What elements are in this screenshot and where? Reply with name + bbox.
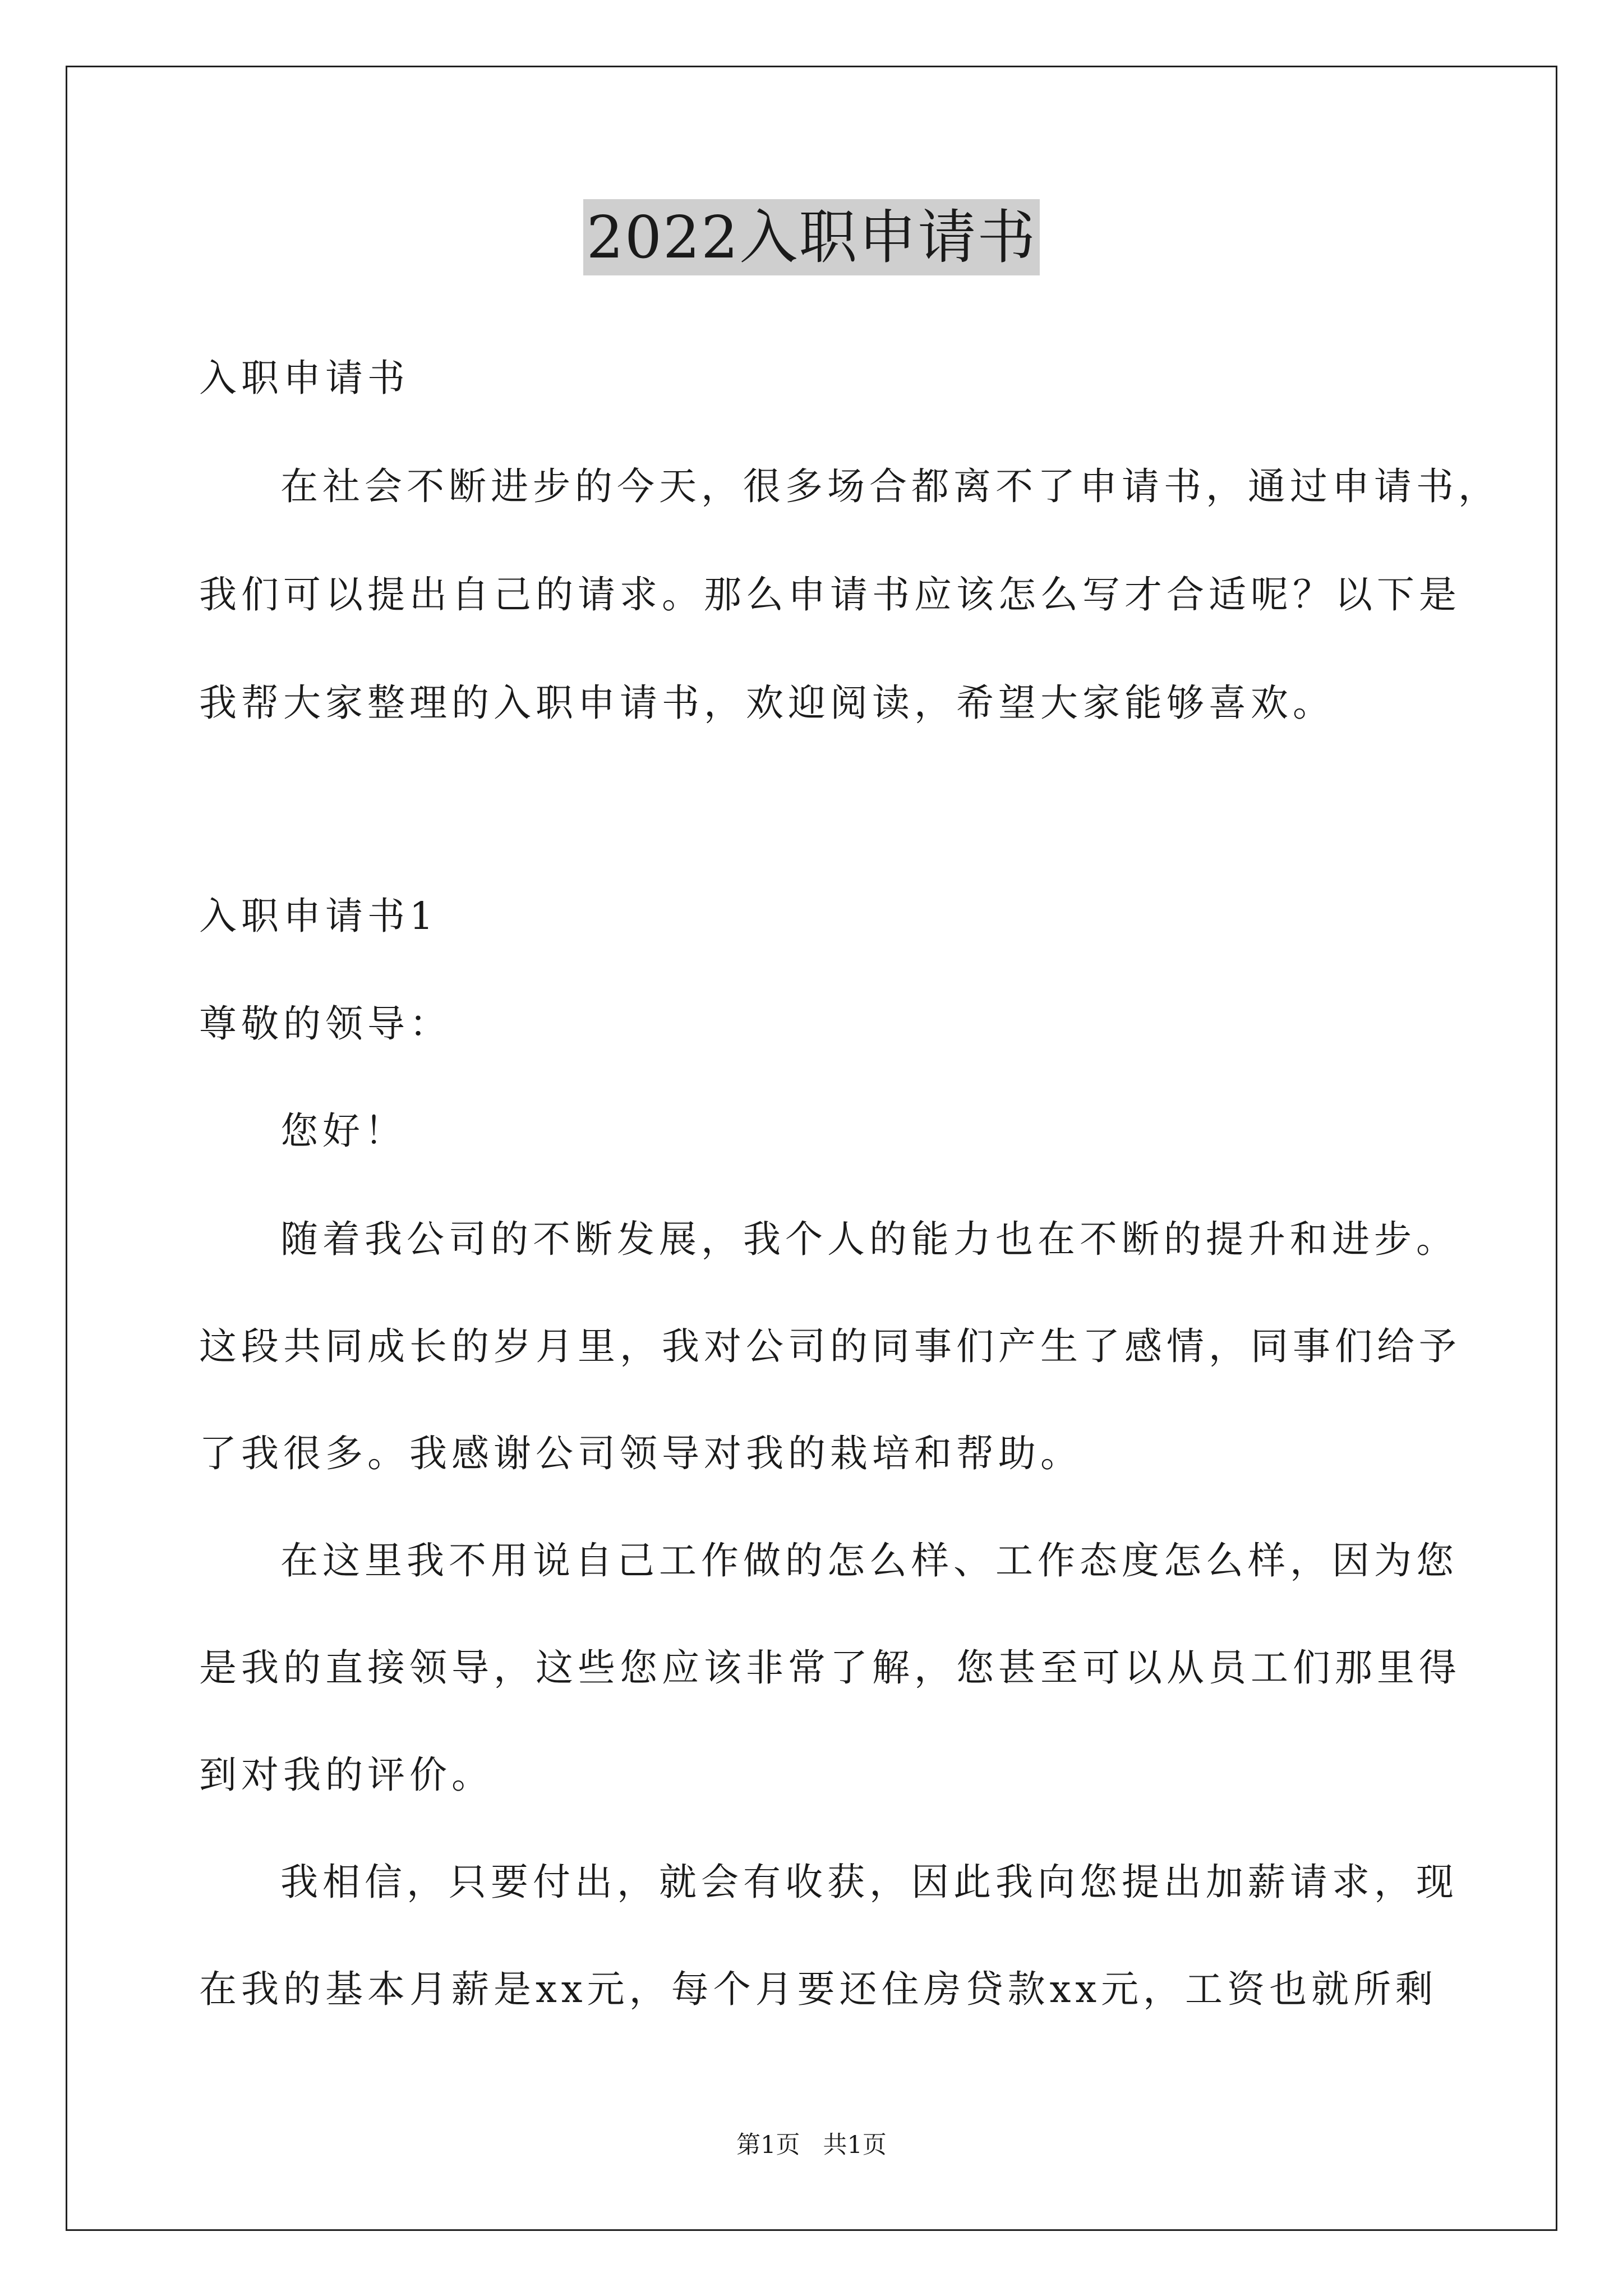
- para1-line-1: 随着我公司的不断发展，我个人的能力也在不断的提升和进步。: [280, 1217, 1458, 1261]
- para2-line-2: 是我的直接领导，这些您应该非常了解，您甚至可以从员工们那里得: [199, 1646, 1461, 1690]
- para1-line-3: 了我很多。我感谢公司领导对我的栽培和帮助。: [199, 1432, 1082, 1475]
- page-footer: 第1页 共1页: [736, 2131, 887, 2159]
- salutation: 尊敬的领导：: [199, 1002, 451, 1046]
- greeting: 您好！: [280, 1109, 407, 1153]
- intro-line-1: 在社会不断进步的今天，很多场合都离不了申请书，通过申请书，: [280, 464, 1500, 508]
- para1-line-2: 这段共同成长的岁月里，我对公司的同事们产生了感情，同事们给予: [199, 1324, 1461, 1368]
- para2-line-1: 在这里我不用说自己工作做的怎么样、工作态度怎么样，因为您: [280, 1539, 1458, 1582]
- para3-line-2: 在我的基本月薪是xx元，每个月要还住房贷款xx元，工资也就所剩: [199, 1967, 1438, 2011]
- title-wrap: [0, 199, 1623, 275]
- heading: 入职申请书: [199, 356, 409, 400]
- para3-line-1: 我相信，只要付出，就会有收获，因此我向您提出加薪请求，现: [280, 1860, 1458, 1904]
- section-heading: 入职申请书1: [199, 894, 438, 938]
- para2-line-3: 到对我的评价。: [199, 1753, 494, 1797]
- intro-line-3: 我帮大家整理的入职申请书，欢迎阅读，希望大家能够喜欢。: [199, 681, 1335, 725]
- document-title: 2022入职申请书: [583, 199, 1040, 275]
- intro-line-2: 我们可以提出自己的请求。那么申请书应该怎么写才合适呢？以下是: [199, 573, 1461, 616]
